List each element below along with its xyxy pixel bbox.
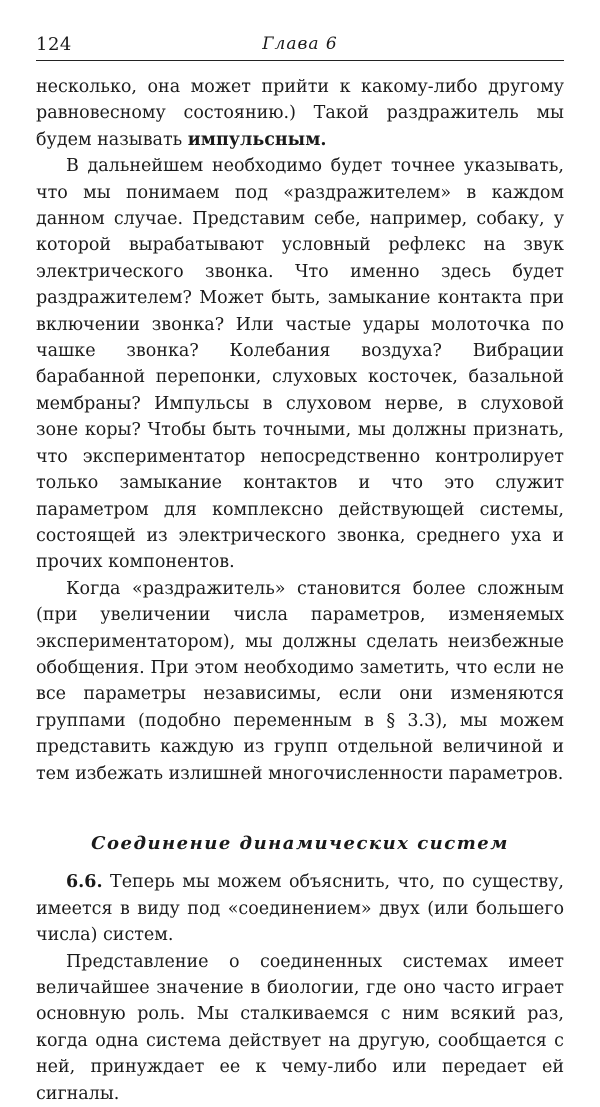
paragraph-coupling-intro <box>36 869 564 948</box>
page-body <box>36 74 564 1107</box>
running-head: Глава 6 <box>262 34 338 54</box>
paragraph-stimulus-definition: В дальнейшем необходимо будет точнее указывать, что мы понимаем под «раздражителем» в каждом данном случае. Представим себе, например, собаку, у которой вырабатывают условный рефлекс на звук электрического звонка. Что именно здесь будет раздражителем? Может быть, замыкание контакта при включении звонка? Или частые удары молоточка по чашке звонка? Колебания воздуха? Вибрации барабанной перепонки, слуховых косточек, базальной мембраны? Импульсы в слуховом нерве, в слуховой зоне коры? Чтобы быть точными, мы должны признать, что экспериментатор непосредственно контролирует только замыкание контактов и что это служит параметром для комплексно действующей системы, состоящей из электрического звонка, среднего уха и прочих компонентов. <box>36 156 564 573</box>
term-impulse: импульсным. <box>187 129 327 150</box>
paragraph-number: 6.6. <box>66 872 103 893</box>
paragraph-text: Теперь мы можем объяснить, что, по существу, имеется в виду под «соединением» двух (или большего числа) систем. <box>36 872 564 946</box>
header-rule <box>36 60 564 61</box>
paragraph-coupled-systems: Представление о соединенных системах имеет величайшее значение в биологии, где оно часто играет основную роль. Мы сталкиваемся с ним всякий раз, когда одна система действует на другую, сообщается с ней, принуждает ее к чему-либо или передает ей сигналы. <box>36 951 564 1104</box>
page-header <box>36 30 564 60</box>
paragraph-complex-stimulus: Когда «раздражитель» становится более сложным (при увеличении числа параметров, изменяемых экспериментатором), мы должны сделать неизбежные обобщения. При этом необходимо заметить, что если не все параметры независимы, если они изменяются группами (подобно переменным в § 3.3), мы можем представить каждую из групп отдельной величиной и тем избежать излишней многочисленности параметров. <box>36 578 564 784</box>
book-page <box>36 30 564 1107</box>
paragraph-continued <box>36 74 564 153</box>
paragraph-text: несколько, она может прийти к какому-либо другому равновесному состоянию.) Такой раздражитель мы будем называть <box>36 77 564 150</box>
page-number: 124 <box>36 34 72 55</box>
section-heading: Соединение динамических систем <box>91 832 509 854</box>
